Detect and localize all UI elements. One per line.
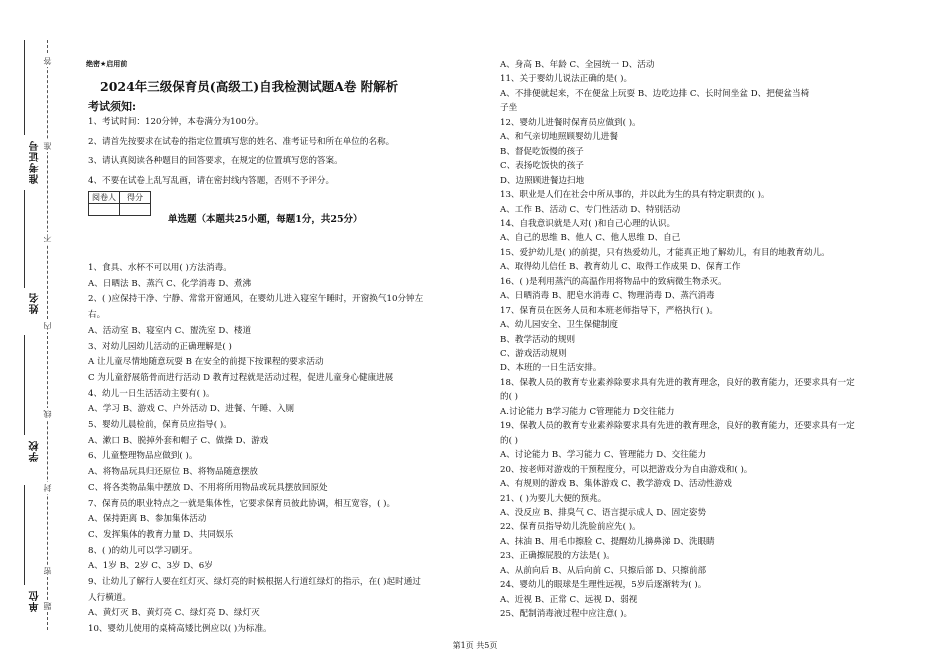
question-line: A、不排便就起来，不在便盆上玩耍 B、边吃边排 C、长时间坐盆 D、把便盆当椅 [500,88,810,99]
question-line: 的( ) [500,435,519,446]
unit-label: 单位 [30,590,41,612]
question-line: A、身高 B、年龄 C、全园统一 D、活动 [500,60,655,70]
question-line: 10、婴幼儿使用的桌椅高矮比例应以( )为标准。 [88,624,272,635]
score-header: 得分 [120,192,151,204]
question-line: 22、保育员指导幼儿洗脸前应先( )。 [500,522,641,533]
page-title: 2024年三级保育员(高级工)自我检测试题A卷 附解析 [100,79,399,94]
question-line: 24、婴幼儿的眼球是生理性远视，5岁后逐渐转为( )。 [500,580,707,591]
question-line: 9、让幼儿了解行人要在红灯灭、绿灯亮的时候根据人行道红绿灯的指示，在( )起时通过 [88,577,421,587]
question-line: 20、按老师对游戏的干预程度分，可以把游戏分为自由游戏和( )。 [500,464,753,475]
notice-item: 3、请认真阅读各种题目的回答要求，在规定的位置填写您的答案。 [88,156,343,166]
cut-word: 内 [43,322,52,330]
school-label: 学校 [30,440,41,462]
question-line: A、抹油 B、用毛巾擦脸 C、提醒幼儿擤鼻涕 D、洗眼睛 [500,536,715,547]
notice-heading: 考试须知: [88,100,137,113]
notice-item: 1、考试时间：120分钟，本卷满分为100分。 [88,117,264,127]
question-line: C、游戏活动规则 [500,349,567,359]
school-blank [24,335,25,435]
name-blank [24,190,25,288]
question-line: 18、保教人员的教育专业素养除要求具有先进的教育理念，良好的教育能力，还要求具有一定 [500,377,855,388]
name-label: 姓名 [30,292,41,314]
question-line: A、近视 B、正常 C、远视 D、弱视 [500,594,638,605]
score-cell [120,204,151,216]
question-line: 4、幼儿一日生活活动主要有( )。 [88,388,215,399]
question-line: 11、关于婴幼儿说法正确的是( )。 [500,74,633,85]
cut-word: 准 [43,142,52,150]
notice-item: 2、请首先按要求在试卷的指定位置填写您的姓名、准考证号和所在单位的名称。 [88,137,395,147]
question-line: B、督促吃饭慢的孩子 [500,146,584,157]
cut-word: 答 [43,57,52,65]
question-line: C、发挥集体的教育力量 D、共同娱乐 [88,529,234,540]
question-line: A、漱口 B、脱掉外套和帽子 C、做操 D、游戏 [88,435,269,446]
reviewer-header: 阅卷人 [89,192,120,204]
question-line: 1、食具、水杯不可以用( )方法消毒。 [88,263,232,273]
cut-word: 密 [43,567,52,575]
question-line: 25、配制消毒液过程中应注意( )。 [500,609,633,620]
question-line: 的( ) [500,392,519,403]
question-line: 右。 [88,310,106,321]
question-line: A.讨论能力 B学习能力 C管理能力 D交往能力 [500,406,675,417]
question-line: D、本班的一日生活安排。 [500,363,602,374]
question-line: A、日晒法 B、蒸汽 C、化学消毒 D、煮沸 [88,278,252,289]
question-line: A、幼儿园安全、卫生保健制度 [500,320,618,331]
question-line: C、表扬吃饭快的孩子 [500,161,584,172]
cut-word: 封 [43,484,52,492]
question-line: A、和气亲切地照顾婴幼儿进餐 [500,132,618,143]
reviewer-cell [89,204,120,216]
question-line: 14、自我意识就是人对( )和自己心理的认识。 [500,218,676,229]
question-line: 12、婴幼儿进餐时保育员应做到( )。 [500,117,641,128]
question-line: A、活动室 B、寝室内 C、盥洗室 D、楼道 [88,325,252,336]
question-line: A、自己的思维 B、他人 C、他人思维 D、自己 [500,233,681,244]
question-line: 8、( )的幼儿可以学习刷牙。 [88,545,198,556]
question-line: A、保持距离 B、参加集体活动 [88,514,207,525]
question-line: A、学习 B、游戏 C、户外活动 D、进餐、午睡、入厕 [88,404,295,415]
confidential-mark: 绝密★启用前 [86,60,128,68]
question-line: 15、爱护幼儿是( )的前提，只有热爱幼儿，才能真正地了解幼儿，有目的地教育幼儿。 [500,247,830,258]
question-line: A、没反应 B、排臭气 C、语言提示成人 D、固定姿势 [500,507,707,518]
question-line: A、取得幼儿信任 B、教育幼儿 C、取得工作成果 D、保育工作 [500,262,741,273]
question-line: B、教学活动的规则 [500,334,576,345]
question-line: 7、保育员的职业特点之一就是集体性，它要求保育员彼此协调，相互宽容，( )。 [88,498,396,509]
question-line: 5、婴幼儿晨检前，保育员应指导( )。 [88,420,232,430]
question-line: A、1岁 B、2岁 C、3岁 D、6岁 [88,561,213,572]
cut-word: 题 [43,602,52,610]
question-line: A、黄灯灭 B、黄灯亮 C、绿灯亮 D、绿灯灭 [88,608,260,619]
question-line: 17、保育员在医务人员和本班老师指导下，严格执行( )。 [500,305,719,316]
cut-word: 不 [43,234,52,242]
notice-item: 4、不要在试卷上乱写乱画，请在密封线内答题，否则不予评分。 [88,176,335,186]
question-line: C、将各类物品集中摆放 D、不用将所用物品或玩具摆放回原处 [88,482,328,493]
question-line: A、将物品玩具归还原位 B、将物品随意摆放 [88,467,258,478]
binding-strip [0,0,66,671]
seal-cut-line [47,40,48,630]
section-title: 单选题（本题共25小题，每题1分，共25分） [168,214,363,225]
question-line: 19、保教人员的教育专业素养除要求具有先进的教育理念，良好的教育能力，还要求具有一定 [500,421,855,432]
question-line: A、工作 B、活动 C、专门性活动 D、特别活动 [500,204,681,215]
question-line: 13、职业是人们在社会中所从事的，并以此为生的具有特定职责的( )。 [500,190,770,201]
question-line: 16、( )是利用蒸汽的高温作用将物品中的致病微生物杀灭。 [500,276,727,287]
question-line: A、有规则的游戏 B、集体游戏 C、教学游戏 D、活动性游戏 [500,479,732,490]
question-line: A、讨论能力 B、学习能力 C、管理能力 D、交往能力 [500,450,707,461]
question-line: 2、( )应保持干净、宁静、常常开窗通风，在婴幼儿进入寝室午睡时，开窗换气10分钟左 [88,294,424,305]
question-line: 3、对幼儿园幼儿活动的正确理解是( ) [88,341,232,352]
question-line: 21、( )为要儿大便的预兆。 [500,493,607,504]
question-line: A、从前向后 B、从后向前 C、只擦后部 D、只擦前部 [500,565,707,576]
exam-number-label: 准考证号 [30,140,41,184]
question-line: A 让儿童尽情地随意玩耍 B 在安全的前提下按课程的要求活动 [88,357,324,368]
question-line: 6、儿童整理物品应做到( )。 [88,451,198,462]
score-table [88,191,151,216]
question-line: 23、正确擦屁股的方法是( )。 [500,551,615,562]
question-line: C 为儿童舒展筋骨而进行活动 D 教育过程就是活动过程，促进儿童身心健康进展 [88,372,394,383]
cut-word: 线 [43,410,52,418]
question-line: A、日晒消毒 B、肥皂水消毒 C、物理消毒 D、蒸汽消毒 [500,291,715,302]
question-line: 人行横道。 [88,592,131,603]
question-line: D、边照顾进餐边扫地 [500,175,585,186]
exam-number-blank [24,40,25,135]
page-footer: 第1页 共5页 [452,641,498,650]
unit-blank [24,485,25,585]
question-line: 子坐 [500,103,518,114]
